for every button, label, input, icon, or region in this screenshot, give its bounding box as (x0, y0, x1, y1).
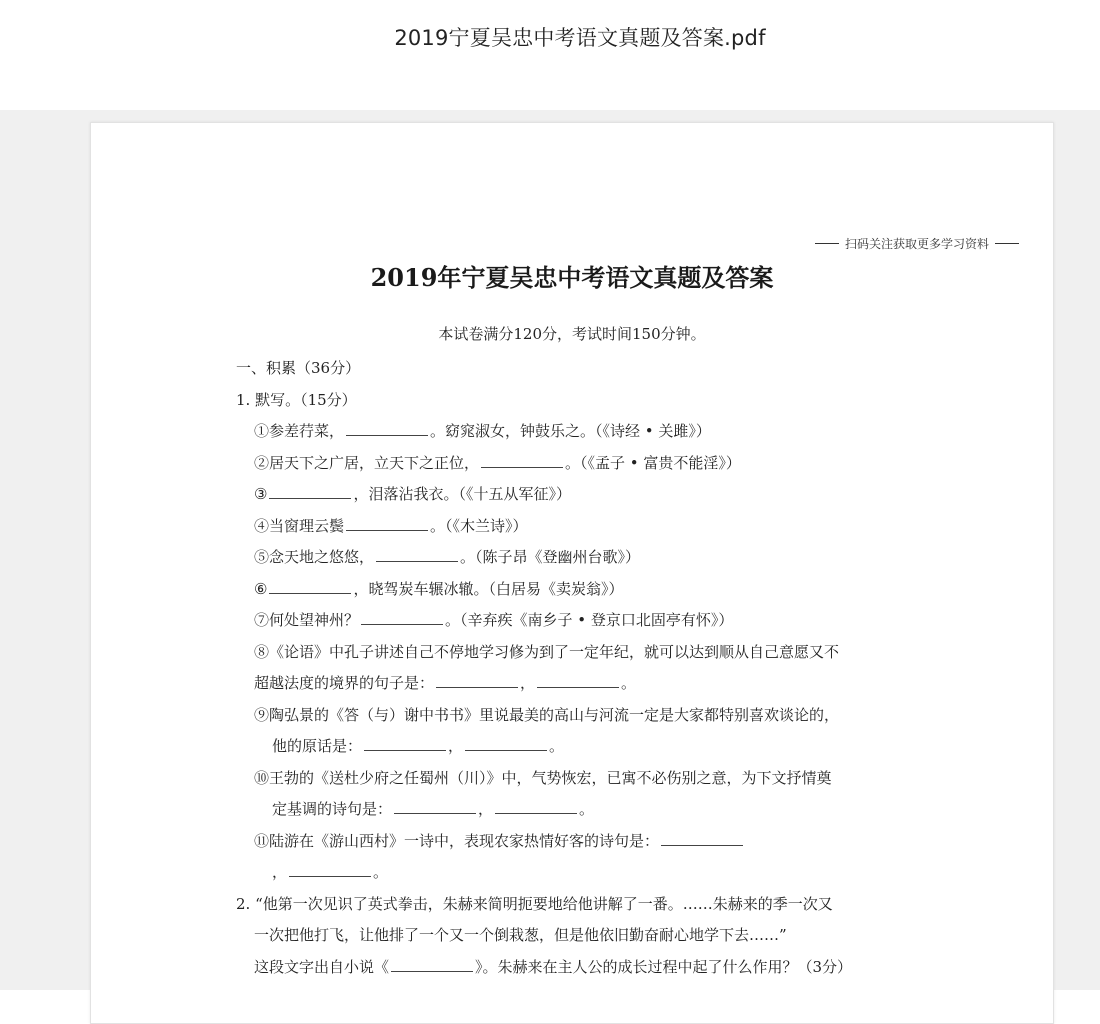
question-1-item-9-line-2: 他的原话是： ， 。 (236, 731, 936, 763)
question-1-item-8-line-2: 超越法度的境界的句子是： ， 。 (236, 668, 936, 700)
question-1-item-3: ③ ，泪落沾我衣。（《十五从军征》） (236, 479, 936, 511)
question-1-item-7: ⑦何处望神州？ 。（辛弃疾《南乡子 • 登京口北固亭有怀》） (236, 605, 936, 637)
answer-blank (465, 734, 547, 751)
answer-blank (361, 608, 443, 625)
question-1-item-9-line-1: ⑨陶弘景的《答（与）谢中书书》里说最美的高山与河流一定是大家都特别喜欢谈论的， (254, 705, 840, 724)
question-1-item-11-line-2: ， 。 (236, 857, 936, 889)
document-body (236, 353, 936, 983)
answer-blank (436, 671, 518, 688)
answer-blank (364, 734, 446, 751)
question-1-item-8-line-1: ⑧《论语》中孔子讲述自己不停地学习修为到了一定年纪，就可以达到顺从自己意愿又不 (254, 642, 840, 661)
scan-note-rule-left (815, 243, 839, 244)
answer-blank (269, 577, 351, 594)
question-2-line-1: 2. “他第一次见识了英式拳击，朱赫来简明扼要地给他讲解了一番。……朱赫来的季一次又 (236, 894, 833, 913)
question-1-item-6: ⑥ ，晓驾炭车辗冰辙。（白居易《卖炭翁》） (236, 574, 936, 606)
answer-blank (346, 514, 428, 531)
answer-blank (495, 797, 577, 814)
answer-blank (289, 860, 371, 877)
pdf-viewer-area[interactable] (0, 110, 1100, 990)
answer-blank (376, 545, 458, 562)
answer-blank (391, 955, 473, 972)
question-1-item-11-line-1: ⑪陆游在《游山西村》一诗中，表现农家热情好客的诗句是： (236, 826, 936, 858)
question-1-item-5: ⑤念天地之悠悠， 。（陈子昂《登幽州台歌》） (236, 542, 936, 574)
question-2-line-2: 一次把他打飞，让他排了一个又一个倒栽葱，但是他依旧勤奋耐心地学下去……” (254, 926, 787, 944)
answer-blank (661, 829, 743, 846)
answer-blank (481, 451, 563, 468)
question-1-item-1: ①参差荇菜， 。窈窕淑女，钟鼓乐之。（《诗经 • 关雎》） (236, 416, 936, 448)
question-1-heading: 1. 默写。（15分） (236, 390, 357, 409)
question-1-item-10-line-2: 定基调的诗句是： ， 。 (236, 794, 936, 826)
document-subtitle: 本试卷满分120分，考试时间150分钟。 (438, 325, 706, 343)
section-heading: 一、积累（36分） (236, 359, 361, 377)
question-1-item-2: ②居天下之广居，立天下之正位， 。（《孟子 • 富贵不能淫》） (236, 448, 936, 480)
viewer-header (0, 0, 1100, 110)
file-title: 2019宁夏吴忠中考语文真题及答案.pdf (394, 26, 766, 50)
question-1-item-4: ④当窗理云鬓 。（《木兰诗》） (236, 511, 936, 543)
answer-blank (394, 797, 476, 814)
answer-blank (269, 482, 351, 499)
scan-note-rule-right (995, 243, 1019, 244)
document-title: 2019年宁夏吴忠中考语文真题及答案 (370, 263, 774, 292)
answer-blank (346, 419, 428, 436)
pdf-page (90, 122, 1054, 1024)
scan-note (809, 235, 1025, 252)
answer-blank (537, 671, 619, 688)
question-2-line-3: 这段文字出自小说《 》。朱赫来在主人公的成长过程中起了什么作用？（3分） (236, 952, 936, 984)
question-1-item-10-line-1: ⑩王勃的《送杜少府之任蜀州（川）》中，气势恢宏，已寓不必伤别之意，为下文抒情奠 (254, 768, 832, 787)
scan-note-text: 扫码关注获取更多学习资料 (844, 237, 989, 251)
